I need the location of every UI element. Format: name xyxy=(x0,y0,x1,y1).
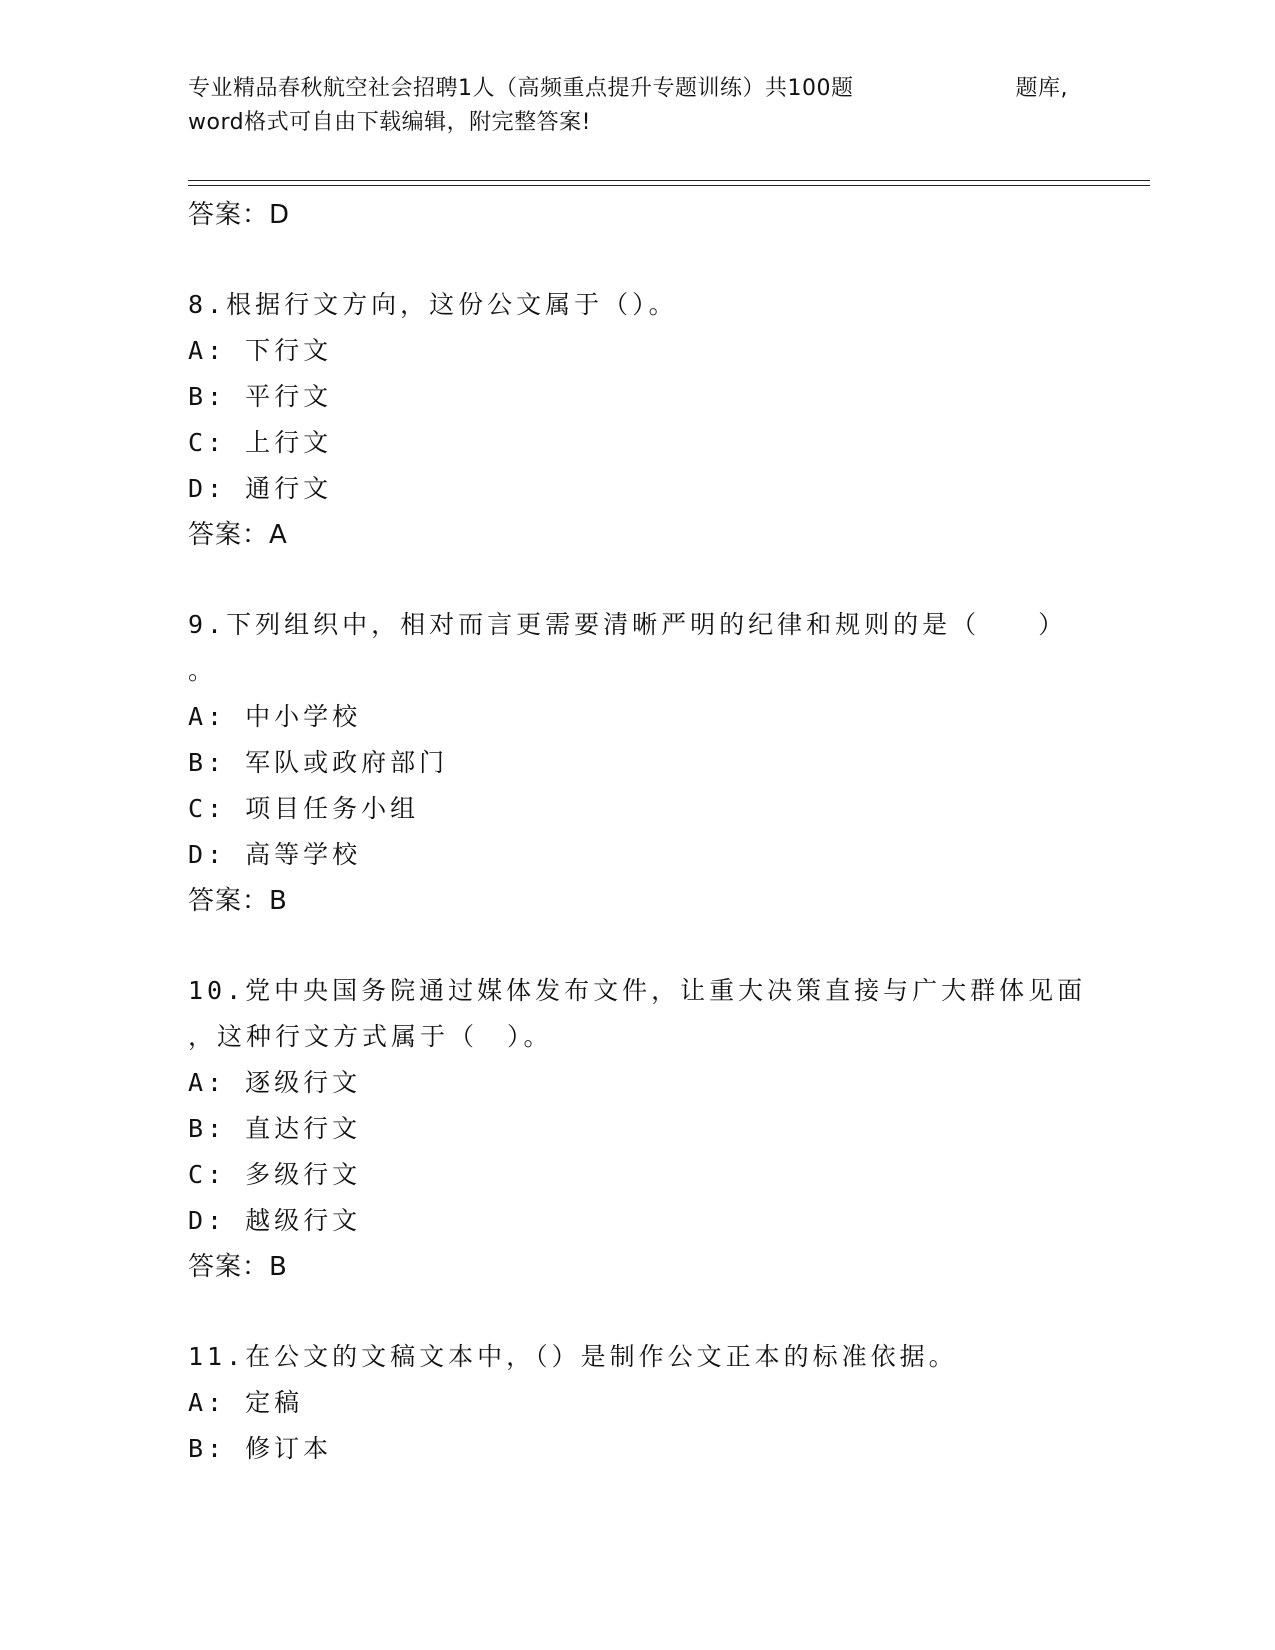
answer-line: 答案：B xyxy=(188,1252,288,1282)
answer-line: 答案：A xyxy=(188,520,288,550)
option-a: A: 定稿 xyxy=(188,1388,304,1417)
document-header xyxy=(188,72,1068,140)
option-c: C: 项目任务小组 xyxy=(188,794,420,823)
spacer xyxy=(188,558,1088,602)
option-d: D: 通行文 xyxy=(188,474,333,503)
question-block xyxy=(188,282,1088,558)
header-line-1 xyxy=(188,72,1068,106)
option-b: B: 军队或政府部门 xyxy=(188,748,449,777)
option-c: C: 上行文 xyxy=(188,428,333,457)
spacer xyxy=(188,1290,1088,1334)
answer-line: 答案：D xyxy=(188,200,291,230)
question-block xyxy=(188,968,1088,1290)
option-d: D: 高等学校 xyxy=(188,840,362,869)
header-title: 专业精品春秋航空社会招聘1人（高频重点提升专题训练）共100题 xyxy=(188,76,854,101)
option-a: A: 逐级行文 xyxy=(188,1068,362,1097)
question-block xyxy=(188,602,1088,924)
question-block xyxy=(188,1334,1088,1472)
option-b: B: 直达行文 xyxy=(188,1114,362,1143)
question-text: 11.在公文的文稿文本中，（）是制作公文正本的标准依据。 xyxy=(188,1342,958,1371)
question-text-continuation: ，这种行文方式属于（ ）。 xyxy=(188,1022,553,1051)
option-a: A: 中小学校 xyxy=(188,702,362,731)
option-b: B: 修订本 xyxy=(188,1434,333,1463)
answer-line: 答案：B xyxy=(188,886,288,916)
option-d: D: 越级行文 xyxy=(188,1206,362,1235)
question-text: 8.根据行文方向，这份公文属于（）。 xyxy=(188,290,678,319)
header-title-suffix: 题库, xyxy=(1015,76,1068,101)
question-text: 9.下列组织中，相对而言更需要清晰严明的纪律和规则的是（ ） xyxy=(188,610,1068,639)
option-a: A: 下行文 xyxy=(188,336,333,365)
header-divider-bottom xyxy=(188,185,1150,186)
header-subtitle: word格式可自由下载编辑，附完整答案! xyxy=(188,110,591,135)
document-body xyxy=(188,192,1088,1472)
question-text-continuation: 。 xyxy=(188,656,218,685)
option-b: B: 平行文 xyxy=(188,382,333,411)
header-divider-top xyxy=(188,180,1150,181)
option-c: C: 多级行文 xyxy=(188,1160,362,1189)
question-text: 10.党中央国务院通过媒体发布文件，让重大决策直接与广大群体见面 xyxy=(188,976,1087,1005)
spacer xyxy=(188,924,1088,968)
spacer xyxy=(188,238,1088,282)
